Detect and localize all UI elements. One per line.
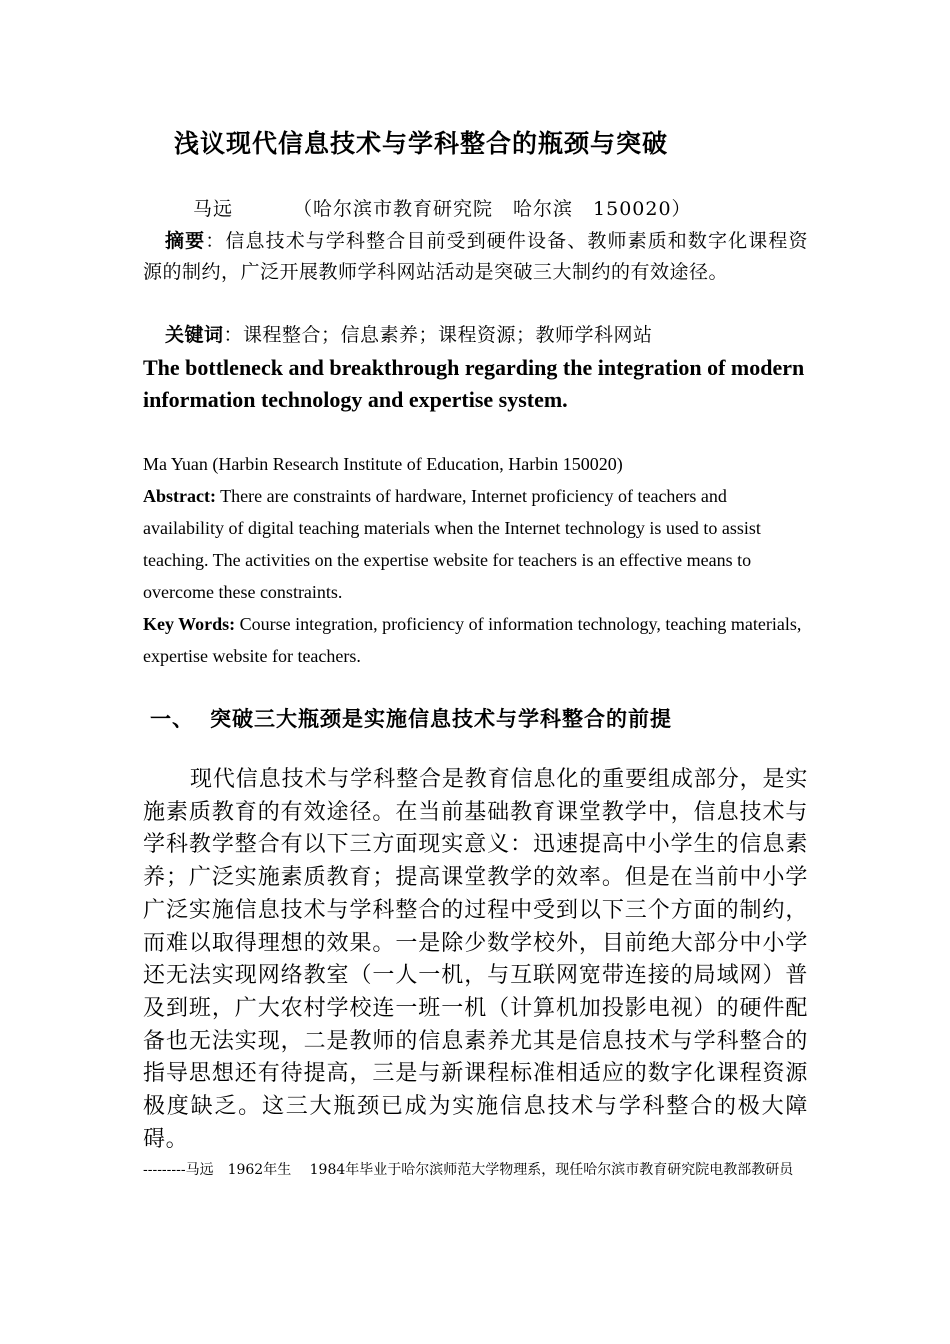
english-author-line: Ma Yuan (Harbin Research Institute of Education, Harbin 150020) [143, 454, 623, 474]
english-abstract-label: Abstract: [143, 486, 216, 506]
chinese-keywords-text: 课程整合；信息素养；课程资源；教师学科网站 [243, 324, 653, 346]
chinese-abstract-separator: ： [205, 230, 226, 252]
english-title: The bottleneck and breakthrough regarding the integration of modern information technology and expertise system. [143, 355, 805, 412]
chinese-abstract-label: 摘要 [165, 230, 206, 252]
chinese-abstract [143, 226, 808, 288]
english-abstract-text: There are constraints of hardware, Internet proficiency of teachers and availability of digital teaching materials when the Internet technology is used to assist teaching. The activities on the expertise website for teachers is an effective means to overcome these constraints. [143, 486, 761, 602]
english-keywords-text: Course integration, proficiency of information technology, teaching materials, expertise website for teachers. [143, 614, 802, 666]
chinese-keywords-label: 关键词 [165, 324, 224, 346]
chinese-keywords [165, 320, 808, 351]
section-heading [150, 703, 810, 733]
section-number: 一、 [150, 706, 194, 731]
english-abstract [143, 480, 808, 608]
section-title: 突破三大瓶颈是实施信息技术与学科整合的前提 [210, 706, 672, 731]
body-paragraph: 现代信息技术与学科整合是教育信息化的重要组成部分，是实施素质教育的有效途径。在当前基础教育课堂教学中，信息技术与学科教学整合有以下三方面现实意义：迅速提高中小学生的信息素养；广泛实施素质教育；提高课堂教学的效率。但是在当前中小学广泛实施信息技术与学科整合的过程中受到以下三个方面的制约，而难以取得理想的效果。一是除少数学校外，目前绝大部分中小学还无法实现网络教室（一人一机，与互联网宽带连接的局域网）普及到班，广大农村学校连一班一机（计算机加投影电视）的硬件配备也无法实现，二是教师的信息素养尤其是信息技术与学科整合的指导思想还有待提高，三是与新课程标准相适应的数字化课程资源极度缺乏。这三大瓶颈已成为实施信息技术与学科整合的极大障碍。 [143, 767, 808, 1152]
author-affiliation: （哈尔滨市教育研究院 哈尔滨 150020） [293, 198, 692, 220]
author-footnote: ---------马远 1962年生 1984年毕业于哈尔滨师范大学物理系，现任哈尔滨市教育研究院电教部教研员 [143, 1162, 794, 1178]
chinese-abstract-text: 信息技术与学科整合目前受到硬件设备、教师素质和数字化课程资源的制约，广泛开展教师学科网站活动是突破三大制约的有效途径。 [143, 230, 808, 283]
author-line [193, 194, 813, 221]
author-name: 马远 [193, 198, 234, 220]
chinese-keywords-separator: ： [223, 324, 244, 346]
english-keywords-label: Key Words: [143, 614, 236, 634]
paper-title: 浅议现代信息技术与学科整合的瓶颈与突破 [174, 129, 669, 158]
english-keywords [143, 608, 808, 672]
